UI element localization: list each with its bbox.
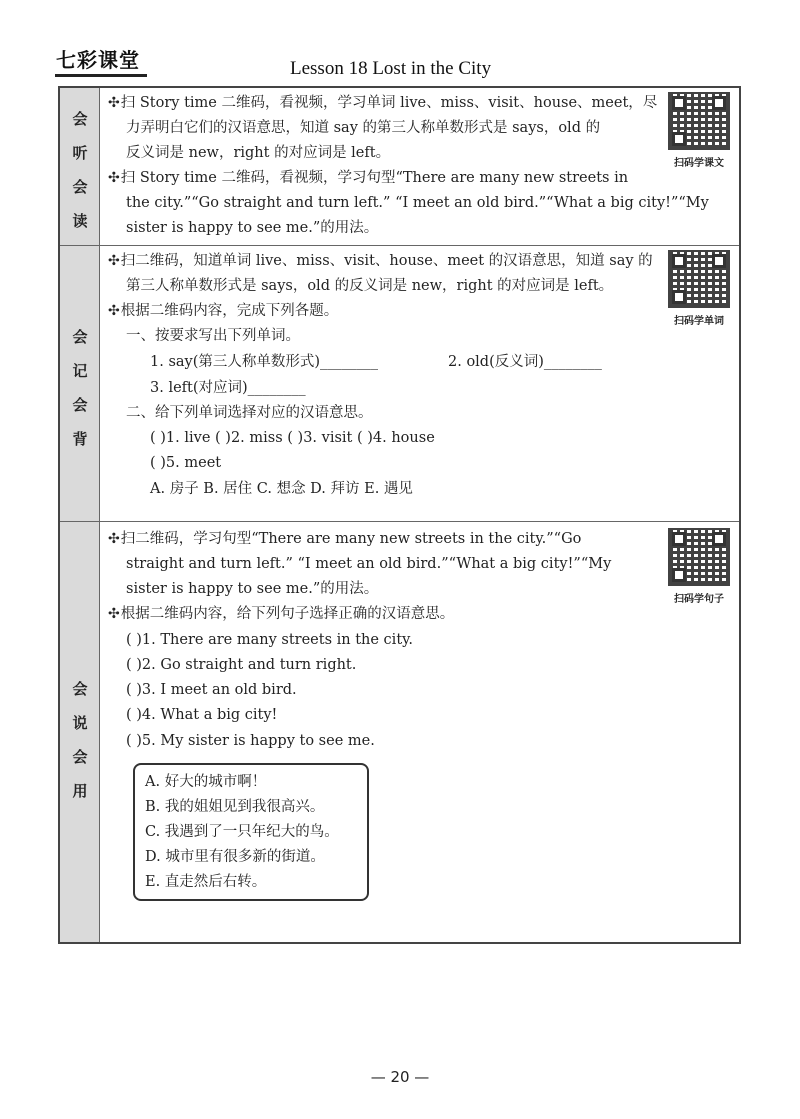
option-e: E. 直走然后右转。: [145, 874, 267, 890]
memorize-line-3: ✣根据二维码内容，完成下列各题。: [108, 303, 339, 319]
qr-caption-text: 扫码学课文: [674, 158, 724, 169]
question-4: ( )4. What a big city!: [126, 707, 278, 723]
question-5: ( )5. My sister is happy to see me.: [126, 733, 375, 749]
speak-line-1: ✣扫二维码，学习句型“There are many new streets in the city.”“Go: [108, 531, 582, 547]
lesson-title: Lesson 18 Lost in the City: [290, 58, 492, 79]
side-label-speak: 会 说 会 用: [72, 680, 88, 800]
speak-line-4: ✣根据二维码内容，给下列句子选择正确的汉语意思。: [108, 606, 455, 622]
qr-code-icon[interactable]: [668, 250, 730, 308]
match-row-2: ( )5. meet: [150, 455, 222, 471]
question-3: ( )3. I meet an old bird.: [126, 682, 297, 698]
fill-say: 1. say(第三人称单数形式)________: [150, 354, 379, 370]
speak-line-3: sister is happy to see me.”的用法。: [126, 581, 379, 597]
listen-line-2: 力弄明白它们的汉语意思，知道 say 的第三人称单数形式是 says，old 的: [126, 120, 601, 136]
bullet-icon: ✣: [108, 95, 120, 111]
qr-caption-text: 扫码学句子: [674, 594, 724, 605]
bullet-icon: ✣: [108, 303, 120, 319]
memorize-heading-2: 二、给下列单词选择对应的汉语意思。: [126, 405, 373, 421]
question-1: ( )1. There are many streets in the city.: [126, 632, 414, 648]
brand-logo: 七彩课堂: [56, 48, 140, 72]
listen-line-3: 反义词是 new，right 的对应词是 left。: [126, 145, 391, 161]
qr-code-icon[interactable]: [668, 528, 730, 586]
bullet-icon: ✣: [108, 606, 120, 622]
listen-line-6: sister is happy to see me.”的用法。: [126, 220, 379, 236]
fill-left: 3. left(对应词)________: [150, 380, 306, 396]
question-2: ( )2. Go straight and turn right.: [126, 657, 357, 673]
bullet-icon: ✣: [108, 170, 120, 186]
qr-code-icon[interactable]: [668, 92, 730, 150]
side-label-listen: 会 听 会 读: [72, 110, 88, 230]
listen-line-1: ✣扫 Story time 二维码，看视频，学习单词 live、miss、visit、house、meet，尽: [108, 95, 658, 111]
match-options: A. 房子 B. 居住 C. 想念 D. 拜访 E. 遇见: [150, 481, 413, 497]
match-row-1: ( )1. live ( )2. miss ( )3. visit ( )4. house: [150, 430, 435, 446]
side-label-memorize: 会 记 会 背: [72, 328, 88, 448]
brand-underline: [55, 74, 147, 77]
memorize-line-1: ✣扫二维码，知道单词 live、miss、visit、house、meet 的汉语意思，知道 say 的: [108, 253, 653, 269]
option-d: D. 城市里有很多新的街道。: [145, 849, 325, 865]
section-divider: [60, 245, 739, 246]
listen-line-5: the city.”“Go straight and turn left.” “I meet an old bird.”“What a big city!”“My: [126, 195, 709, 211]
option-a: A. 好大的城市啊！: [145, 774, 267, 790]
option-c: C. 我遇到了一只年纪大的鸟。: [145, 824, 339, 840]
memorize-line-2: 第三人称单数形式是 says，old 的反义词是 new，right 的对应词是 left。: [126, 278, 614, 294]
fill-old: 2. old(反义词)________: [448, 354, 602, 370]
bullet-icon: ✣: [108, 531, 120, 547]
option-b: B. 我的姐姐见到我很高兴。: [145, 799, 325, 815]
listen-line-4: ✣扫 Story time 二维码，看视频，学习句型“There are many new streets in: [108, 170, 629, 186]
page-number: — 20 —: [370, 1068, 430, 1086]
section-divider: [60, 521, 739, 522]
bullet-icon: ✣: [108, 253, 120, 269]
qr-caption-text: 扫码学单词: [674, 316, 724, 327]
memorize-heading-1: 一、按要求写出下列单词。: [126, 328, 300, 344]
speak-line-2: straight and turn left.” “I meet an old bird.”“What a big city!”“My: [126, 556, 612, 572]
